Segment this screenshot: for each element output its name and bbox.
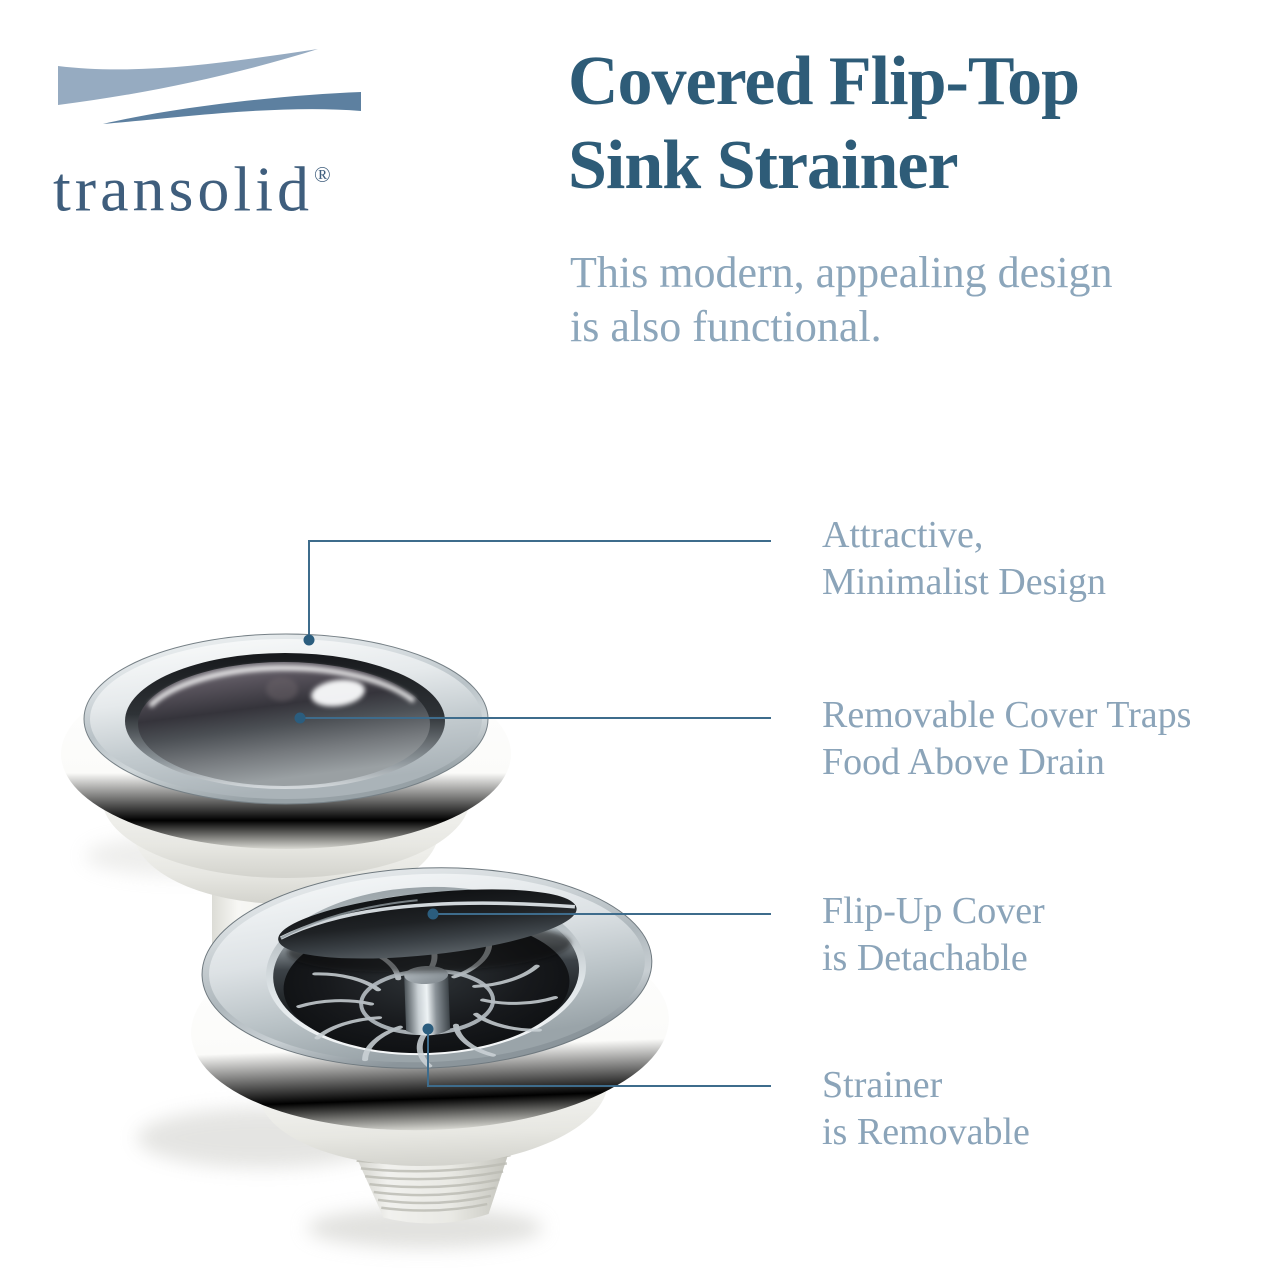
callout-dot	[428, 909, 439, 920]
brand-name: transolid	[53, 153, 313, 225]
logo-wave-light	[58, 49, 318, 105]
title-line-2: Sink Strainer	[568, 127, 958, 204]
subtitle-line-2: is also functional.	[570, 302, 882, 351]
callout-label-line: is Removable	[822, 1111, 1030, 1153]
callout-label-attractive-design	[822, 512, 1106, 606]
logo-wave-icon	[58, 49, 361, 124]
registered-trademark: ®	[313, 162, 331, 187]
callout-label-strainer-removable	[822, 1062, 1030, 1156]
callout-label-flip-up-cover	[822, 888, 1045, 982]
callout-label-line: Minimalist Design	[822, 561, 1106, 603]
callout-label-line: Removable Cover Traps	[822, 694, 1192, 736]
callout-dot	[304, 635, 315, 646]
callout-dot	[295, 713, 306, 724]
callout-label-line: Food Above Drain	[822, 741, 1105, 783]
callout-label-removable-cover	[822, 692, 1191, 786]
callout-label-line: Strainer	[822, 1064, 943, 1106]
page-title	[568, 40, 1079, 208]
subtitle-line-1: This modern, appealing design	[570, 248, 1113, 297]
brand-logo	[53, 146, 330, 224]
callout-label-line: is Detachable	[822, 937, 1028, 979]
callout-label-line: Attractive,	[822, 514, 984, 556]
callout-dot	[423, 1024, 434, 1035]
title-line-1: Covered Flip-Top	[568, 43, 1080, 120]
logo-wave-dark	[103, 92, 361, 124]
callout-line-attractive-design	[309, 541, 771, 640]
subtitle	[570, 246, 1113, 354]
callout-label-line: Flip-Up Cover	[822, 890, 1045, 932]
